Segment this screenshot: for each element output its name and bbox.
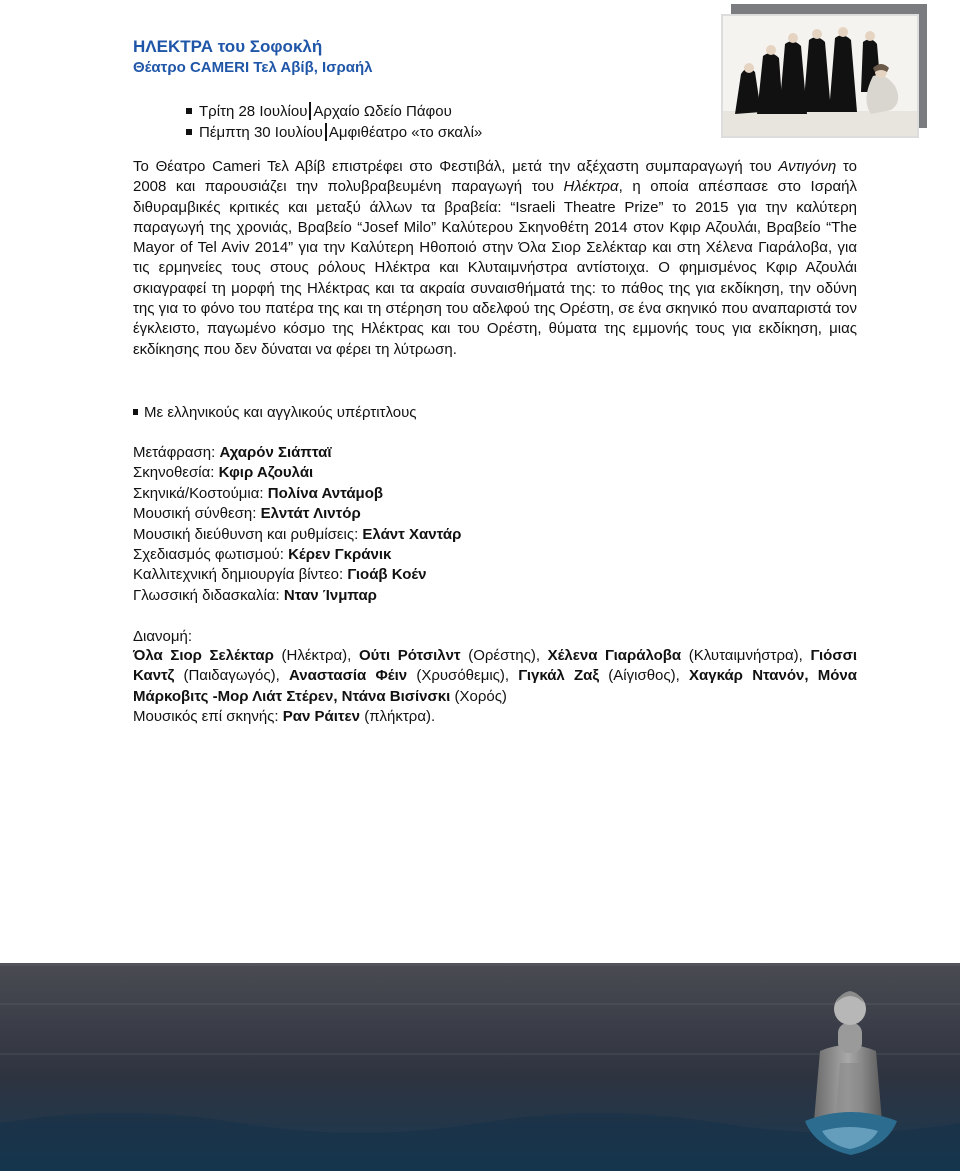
subtitles-note — [133, 403, 417, 423]
description-text: το 2008 και παρουσιάζει την πολυβραβευμένη παραγωγή του — [133, 158, 857, 196]
cast-role: (Ορέστης), — [460, 647, 548, 664]
credit-row — [133, 545, 461, 565]
date-venue: Αρχαίο Ωδείο Πάφου — [313, 103, 452, 120]
cast-name: Ούτι Ρότσιλντ — [358, 647, 461, 664]
cast-name: Γιόσσι Καντζ — [133, 647, 858, 685]
credit-row — [133, 525, 461, 545]
cast-name: Χαγκάρ Ντανόν, Μόνα Μάρκοβιτς -Μορ Λιάτ Στέρεν, Ντάνα Βισίνσκι — [133, 667, 857, 705]
musician-label: Μουσικός επί σκηνής: — [133, 707, 283, 725]
cast-name: Χέλενα Γιαράλοβα — [547, 647, 682, 664]
cast-role: (Χορός) — [450, 687, 507, 705]
date-venue: Αμφιθέατρο «το σκαλί» — [328, 124, 483, 141]
cast-role: (Παιδαγωγός), — [174, 667, 290, 685]
credit-row — [133, 484, 461, 504]
date-day: Τρίτη 28 Ιουλίου — [199, 103, 308, 120]
musician-name: Ραν Ράιτεν — [282, 707, 361, 725]
credit-name: Κέρεν Γκράνικ — [288, 546, 392, 564]
credit-row — [133, 463, 461, 483]
description-italic: Αντιγόνη — [778, 158, 837, 175]
credit-role: Μετάφραση: — [133, 444, 220, 461]
credit-role: Σκηνικά/Κοστούμια: — [133, 484, 268, 502]
cast-role: (Αίγισθος), — [599, 667, 690, 685]
credit-role: Καλλιτεχνική δημιουργία βίντεο: — [133, 566, 348, 584]
cast-role: (Κλυταιμνήστρα), — [681, 647, 811, 664]
banner-image — [0, 963, 960, 1171]
cast-name: Όλα Σιορ Σελέκταρ — [133, 647, 274, 664]
description-italic: Ηλέκτρα — [563, 178, 619, 196]
credit-row — [133, 565, 461, 585]
credit-name: Γιοάβ Κοέν — [347, 566, 427, 584]
credit-row — [133, 443, 461, 463]
credit-name: Κφιρ Αζουλάι — [218, 464, 314, 482]
credit-name: Πολίνα Αντάμοβ — [267, 484, 384, 502]
description-paragraph — [133, 157, 857, 360]
credit-name: Αχαρόν Σιάπταϊ — [219, 444, 332, 461]
subtitles-text: Με ελληνικούς και αγγλικούς υπέρτιτλους — [144, 404, 417, 421]
page-title: ΗΛΕΚΤΡΑ του Σοφοκλή — [133, 37, 323, 56]
cast-name: Αναστασία Φέιν — [289, 667, 408, 685]
credit-role: Σκηνοθεσία: — [133, 464, 219, 482]
separator — [325, 123, 327, 141]
page-subtitle: Θέατρο CAMERI Τελ Αβίβ, Ισραήλ — [133, 59, 373, 76]
performance-photo — [721, 4, 927, 138]
photo-frame — [721, 14, 919, 138]
cast-role: (Ηλέκτρα), — [273, 647, 359, 664]
bullet-icon — [186, 108, 192, 114]
credit-name: Ελντάτ Λιντόρ — [260, 505, 361, 523]
credit-role: Γλωσσική διδασκαλία: — [133, 586, 284, 604]
description-text: , η οποία απέσπασε στο Ισραήλ διθυραμβικές κριτικές και μεταξύ άλλων τα βραβεία: “Israeli Theatre Prize” το 2015 για την καλύτερη παραγωγή της χρονιάς, Βραβείο “Josef Milo” Καλύτερου Σκηνοθέτη 2014 στον Κφιρ Αζουλάι, Βραβείο “The Mayor of Tel Aviv 2014” για την Καλύτερη Ηθοποιό στην Όλα Σιορ Σελέκταρ και στη Χέλενα Γιαράλοβα, για τις ερμηνείες τους στους ρόλους Ηλέκτρα και Κλυταιμνήστρα αντίστοιχα. Ο φημισμένος Κφιρ Αζουλάι σκιαγραφεί τη μορφή της Ηλέκτρας και τα ακραία συναισθήματά της: το πάθος της για εκδίκηση, την οδύνη της για το φόνο του πατέρα της και τη στέρηση του αδελφού της Ορέστη, σε ένα σκηνικό που αναπαριστά τον έγκλειστο, παγωμένο κόσμο της Ηλέκτρας και του Ορέστη, θύματα της εμμονής τους για εκδίκηση, μιας εκδίκησης που δεν δύναται να φέρει τη λύτρωση. — [133, 178, 857, 358]
cast-name: Γιγκάλ Ζαξ — [518, 667, 600, 685]
cast-paragraph — [133, 646, 857, 727]
credit-role: Μουσική σύνθεση: — [133, 505, 261, 523]
cast-heading: Διανομή: — [133, 628, 193, 645]
credit-row — [133, 504, 461, 524]
separator — [309, 102, 311, 120]
credit-row — [133, 586, 461, 606]
musician-role: (πλήκτρα). — [360, 707, 436, 725]
date-day: Πέμπτη 30 Ιουλίου — [199, 124, 323, 141]
performers-image — [723, 16, 917, 136]
date-row — [186, 101, 482, 122]
festival-banner — [0, 963, 960, 1171]
credit-role: Μουσική διεύθυνση και ρυθμίσεις: — [133, 525, 363, 543]
credit-role: Σχεδιασμός φωτισμού: — [133, 546, 289, 564]
credit-name: Νταν Ίνμπαρ — [283, 586, 377, 604]
credit-name: Ελάντ Χαντάρ — [362, 525, 462, 543]
bullet-icon — [186, 129, 192, 135]
date-row — [186, 122, 482, 143]
description-text: Το Θέατρο Cameri Τελ Αβίβ επιστρέφει στο Φεστιβάλ, μετά την αξέχαστη συμπαραγωγή του — [133, 158, 779, 175]
credits-list — [133, 443, 461, 606]
cast-role: (Χρυσόθεμις), — [407, 667, 519, 685]
bullet-icon — [133, 409, 138, 415]
performance-dates — [186, 101, 482, 143]
